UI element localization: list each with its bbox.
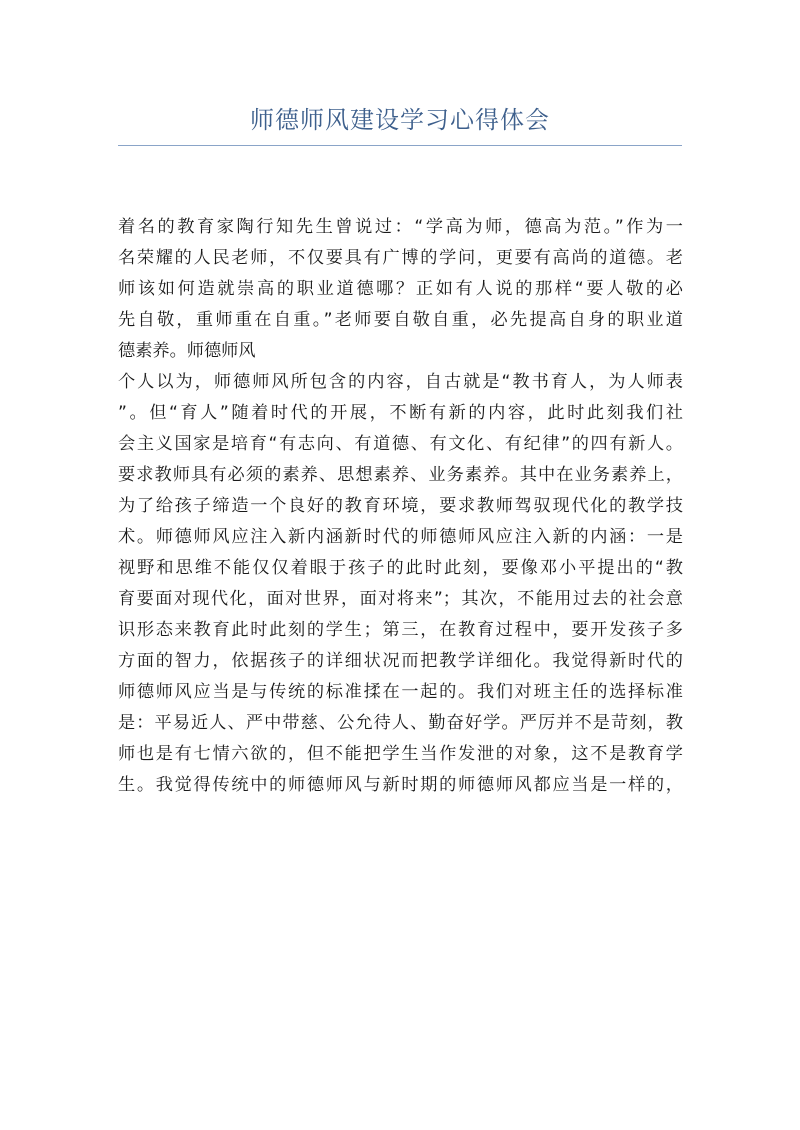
body-line-12: 视野和思维不能仅仅着眼于孩子的此时此刻，要像邓小平提出的“教: [118, 558, 683, 578]
body-line-15: 方面的智力，依据孩子的详细状况而把教学详细化。我觉得新时代的: [118, 651, 683, 671]
body-line-16: 师德师风应当是与传统的标准揉在一起的。我们对班主任的选择标准: [118, 682, 683, 702]
body-line-10: 为了给孩子缔造一个良好的教育环境，要求教师驾驭现代化的教学技: [118, 496, 683, 516]
body-line-3: 师该如何造就崇高的职业道德哪？正如有人说的那样“要人敬的必: [118, 279, 683, 299]
body-line-18: 师也是有七情六欲的，但不能把学生当作发泄的对象，这不是教育学: [118, 744, 683, 764]
body-line-8: 会主义国家是培育“有志向、有道德、有文化、有纪律”的四有新人。: [118, 434, 683, 454]
body-line-4: 先自敬，重师重在自重。”老师要自敬自重，必先提高自身的职业道: [118, 310, 683, 330]
body-line-9: 要求教师具有必须的素养、思想素养、业务素养。其中在业务素养上，: [118, 465, 683, 485]
body-line-17: 是：平易近人、严中带慈、公允待人、勤奋好学。严厉并不是苛刻，教: [118, 713, 683, 733]
body-line-19: 生。我觉得传统中的师德师风与新时期的师德师风都应当是一样的，: [118, 775, 683, 795]
title-divider: [118, 145, 682, 146]
page-title: 师德师风建设学习心得体会: [250, 106, 550, 134]
body-line-11: 术。师德师风应注入新内涵新时代的师德师风应注入新的内涵：一是: [118, 527, 683, 547]
body-line-7: ”。但“育人”随着时代的开展，不断有新的内容，此时此刻我们社: [118, 403, 683, 423]
body-line-5: 德素养。师德师风: [118, 341, 256, 361]
body-line-1: 着名的教育家陶行知先生曾说过：“学高为师，德高为范。”作为一: [118, 217, 683, 237]
body-line-13: 育要面对现代化，面对世界，面对将来”；其次，不能用过去的社会意: [118, 589, 683, 609]
document-body: [118, 212, 683, 801]
body-line-2: 名荣耀的人民老师，不仅要具有广博的学问，更要有高尚的道德。老: [118, 248, 683, 268]
body-line-6: 个人以为，师德师风所包含的内容，自古就是“教书育人，为人师表: [118, 372, 683, 392]
body-line-14: 识形态来教育此时此刻的学生；第三，在教育过程中，要开发孩子多: [118, 620, 683, 640]
